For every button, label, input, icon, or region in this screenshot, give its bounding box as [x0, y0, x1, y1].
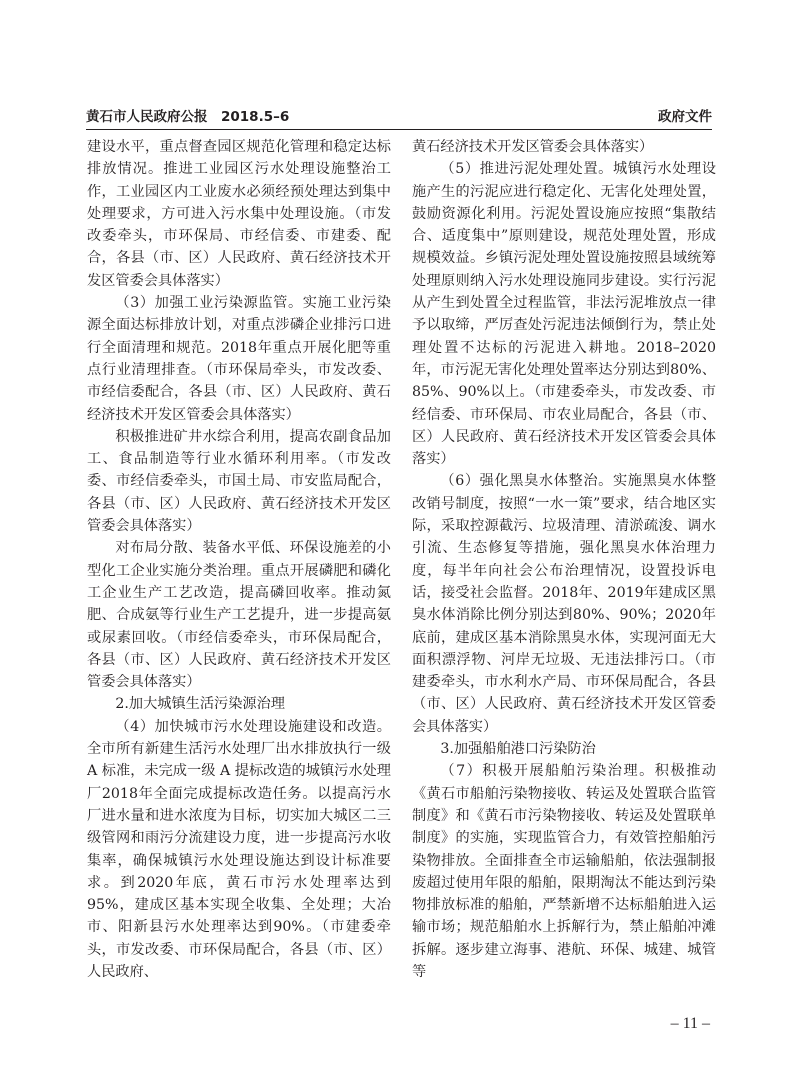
- publication-title: 黄石市人民政府公报 2018.5–6: [86, 109, 290, 125]
- paragraph: （3）加强工业污染源监管。实施工业污染源全面达标排放计划，对重点涉磷企业排污口进行全面清理和规范。2018年重点开展化肥等重点行业清理排查。（市环保局牵头，市发改委、市经信委配合，各县（市、区）人民政府、黄石经济技术开发区管委会具体落实）: [87, 295, 391, 423]
- section-heading: 2.加大城镇生活污染源治理: [115, 696, 285, 713]
- paragraph: 对布局分散、装备水平低、环保设施差的小型化工企业实施分类治理。重点开展磷肥和磷化工企业生产工艺改造，提高磷回收率。推动氮肥、合成氨等行业生产工艺提升，进一步提高氨或尿素回收。（市经信委牵头，市环保局配合，各县（市、区）人民政府、黄石经济技术开发区管委会具体落实）: [87, 540, 391, 691]
- paragraph: 积极推进矿井水综合利用，提高农副食品加工、食品制造等行业水循环利用率。（市发改委、市经信委牵头，市国土局、市安监局配合，各县（市、区）人民政府、黄石经济技术开发区管委会具体落实）: [87, 428, 391, 535]
- paragraph: （4）加快城市污水处理设施建设和改造。全市所有新建生活污水处理厂出水排放执行一级 A 标准，未完成一级 A 提标改造的城镇污水处理厂2018年全面完成提标改造任务。以提高污水厂进水量和进水浓度为目标，切实加大城区二三级管网和雨污分流建设力度，进一步提高污水收集率，确保城镇污水处理设施达到设计标准要求。到2020年底，黄石市污水处理率达到95%，建成区基本实现全收集、全处理；大冶市、阳新县污水处理率达到90%。（市建委牵头，市发改委、市环保局配合，各县（市、区）人民政府、: [87, 718, 391, 980]
- paragraph: （6）强化黑臭水体整治。实施黑臭水体整改销号制度，按照“一水一策”要求，结合地区实际，采取控源截污、垃圾清理、清淤疏浚、调水引流、生态修复等措施，强化黑臭水体治理力度，每半年向社会公布治理情况，设置投诉电话，接受社会监督。2018年、2019年建成区黑臭水体消除比例分别达到80%、90%；2020年底前，建成区基本消除黑臭水体，实现河面无大面积漂浮物、河岸无垃圾、无违法排污口。（市建委牵头，市水利水产局、市环保局配合，各县（市、区）人民政府、黄石经济技术开发区管委会具体落实）: [412, 473, 716, 735]
- page-header: [86, 103, 712, 130]
- right-column: [412, 136, 716, 983]
- left-column: [87, 136, 391, 983]
- paragraph: 建设水平，重点督查园区规范化管理和稳定达标排放情况。推进工业园区污水处理设施整治工作，工业园区内工业废水必须经预处理达到集中处理要求，方可进入污水集中处理设施。（市发改委牵头，市环保局、市经信委、市建委、配合，各县（市、区）人民政府、黄石经济技术开发区管委会具体落实）: [87, 139, 391, 289]
- paragraph: （5）推进污泥处理处置。城镇污水处理设施产生的污泥应进行稳定化、无害化处理处置，鼓励资源化利用。污泥处置设施应按照“集散结合、适度集中”原则建设，规范处理处置，形成规模效益。乡镇污泥处理处置设施按照县域统筹处理原则纳入污水处理设施同步建设。实行污泥从产生到处置全过程监管，非法污泥堆放点一律予以取缔，严厉查处污泥违法倾倒行为，禁止处理处置不达标的污泥进入耕地。2018–2020年，市污泥无害化处理处置率达分别达到80%、85%、90%以上。（市建委牵头，市发改委、市经信委、市环保局、市农业局配合，各县（市、区）人民政府、黄石经济技术开发区管委会具体落实）: [412, 161, 716, 468]
- section-title: 政府文件: [658, 109, 712, 125]
- paragraph: 黄石经济技术开发区管委会具体落实）: [412, 139, 654, 155]
- section-heading: 3.加强船舶港口污染防治: [440, 741, 596, 758]
- paragraph: （7）积极开展船舶污染治理。积极推动《黄石市船舶污染物接收、转运及处置联合监管制度》和《黄石市污染物接收、转运及处置联单制度》的实施，实现监管合力，有效管控船舶污染物排放。全面排查全市运输船舶，依法强制报废超过使用年限的船舶，限期淘汰不能达到污染物排放标准的船舶，严禁新增不达标船舶进入运输市场；规范船舶水上拆解行为，禁止船舶冲滩拆解。逐步建立海事、港航、环保、城建、城管等: [412, 763, 716, 980]
- page-number: – 11 –: [670, 1015, 710, 1032]
